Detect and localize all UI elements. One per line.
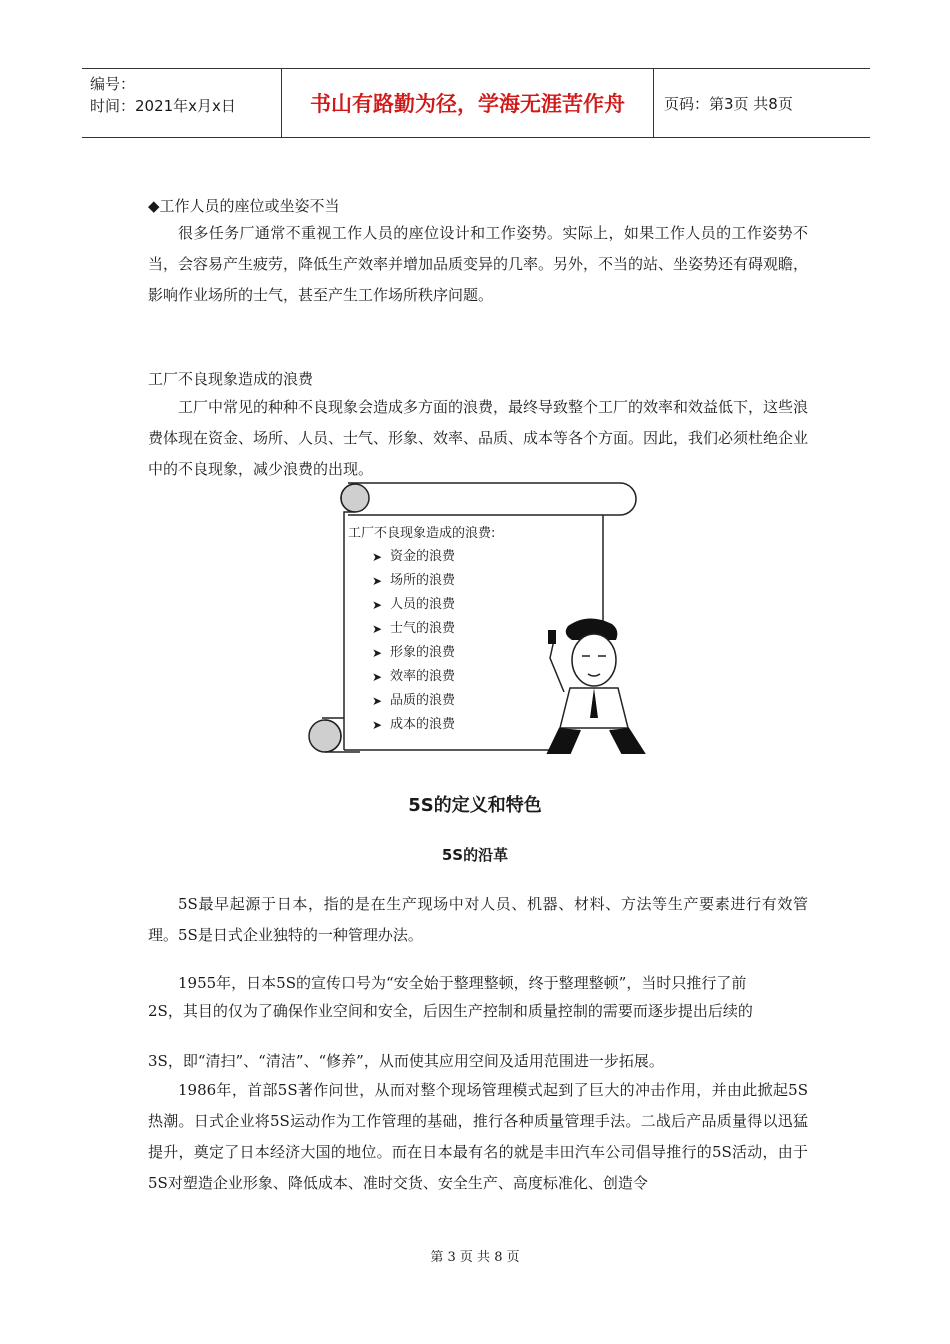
bullet-title: ◆工作人员的座位或坐姿不当	[148, 197, 340, 215]
arrow-icon: ➤	[372, 694, 383, 708]
arrow-icon: ➤	[372, 670, 383, 684]
scroll-item: ➤ 品质的浪费	[348, 689, 495, 713]
page-header	[82, 68, 870, 138]
section-title-waste: 工厂不良现象造成的浪费	[148, 370, 314, 388]
scroll-item: ➤ 成本的浪费	[348, 713, 495, 737]
document-date: 时间：2021年x月x日	[90, 97, 236, 115]
arrow-icon: ➤	[372, 718, 383, 732]
paragraph-waste: 工厂中常见的种种不良现象会造成多方面的浪费，最终导致整个工厂的效率和效益低下，这些浪费体现在资金、场所、人员、士气、形象、效率、品质、成本等各个方面。因此，我们必须杜绝企业中的不良现象，减少浪费的出现。	[148, 398, 809, 478]
sub-heading: 5S的沿革	[441, 846, 509, 864]
waste-scroll-illustration	[300, 478, 650, 760]
paragraph-5s-origin: 5S最早起源于日本，指的是在生产现场中对人员、机器、材料、方法等生产要素进行有效管理。5S是日式企业独特的一种管理办法。	[148, 895, 808, 944]
scroll-item: ➤ 人员的浪费	[348, 593, 495, 617]
header-motto: 书山有路勤为径，学海无涯苦作舟	[282, 69, 654, 137]
main-heading: 5S的定义和特色	[408, 795, 542, 816]
paragraph-1955-line3: 3S，即“清扫”、“清洁”、“修养”，从而使其应用空间及适用范围进一步拓展。	[148, 1052, 664, 1070]
paragraph-1955-line2: 2S，其目的仅为了确保作业空间和安全，后因生产控制和质量控制的需要而逐步提出后续的	[148, 1002, 753, 1020]
document-number-label: 编号：	[90, 75, 136, 93]
scroll-item: ➤ 形象的浪费	[348, 641, 495, 665]
arrow-icon: ➤	[372, 622, 383, 636]
page-footer: 第 3 页 共 8 页	[430, 1250, 520, 1265]
scroll-item: ➤ 资金的浪费	[348, 545, 495, 569]
header-page-info: 页码：第3页 共8页	[664, 94, 793, 113]
paragraph-seating: 很多任务厂通常不重视工作人员的座位设计和工作姿势。实际上，如果工作人员的工作姿势不当，会容易产生疲劳，降低生产效率并增加品质变异的几率。另外，不当的站、坐姿势还有碍观瞻，影响作业场所的士气，甚至产生工作场所秩序问题。	[148, 224, 809, 304]
scroll-title: 工厂不良现象造成的浪费:	[348, 526, 496, 541]
arrow-icon: ➤	[372, 646, 383, 660]
arrow-icon: ➤	[372, 574, 383, 588]
scroll-item: ➤ 士气的浪费	[348, 617, 495, 641]
header-meta	[82, 69, 282, 137]
scroll-item: ➤ 场所的浪费	[348, 569, 495, 593]
arrow-icon: ➤	[372, 550, 383, 564]
scroll-text	[348, 522, 495, 737]
scroll-item: ➤ 效率的浪费	[348, 665, 495, 689]
paragraph-1955-line1: 1955年，日本5S的宣传口号为“安全始于整理整顿，终于整理整顿”，当时只推行了前	[178, 974, 747, 992]
arrow-icon: ➤	[372, 598, 383, 612]
paragraph-1986: 1986年，首部5S著作问世，从而对整个现场管理模式起到了巨大的冲击作用，并由此掀起5S热潮。日式企业将5S运动作为工作管理的基础，推行各种质量管理手法。二战后产品质量得以迅猛提升，奠定了日本经济大国的地位。而在日本最有名的就是丰田汽车公司倡导推行的5S活动，由于5S对塑造企业形象、降低成本、准时交货、安全生产、高度标准化、创造令	[148, 1081, 808, 1192]
